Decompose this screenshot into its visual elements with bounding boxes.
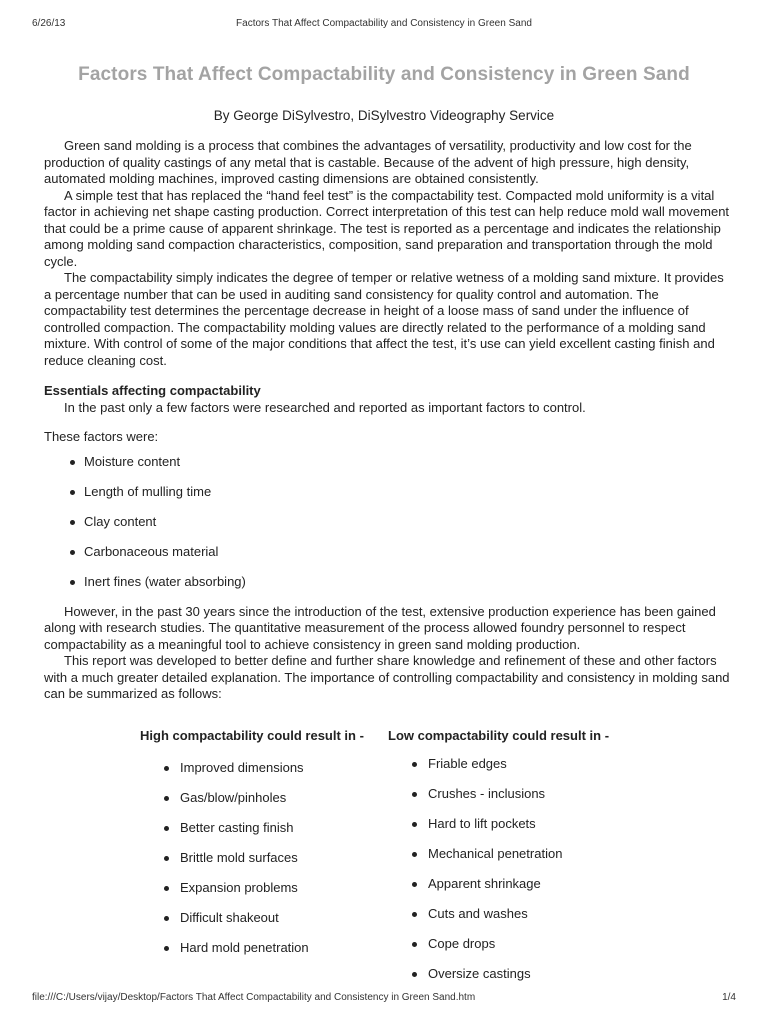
bullet-icon <box>164 916 169 921</box>
list-item: Hard to lift pockets <box>412 816 638 846</box>
bullet-icon <box>164 946 169 951</box>
bullet-icon <box>70 490 75 495</box>
document-title: Factors That Affect Compactability and Consistency in Green Sand <box>78 64 690 85</box>
list-item: Moisture content <box>70 454 734 484</box>
list-item: Better casting finish <box>164 820 380 850</box>
factors-intro: These factors were: <box>44 429 159 444</box>
bullet-icon <box>70 520 75 525</box>
bullet-icon <box>412 762 417 767</box>
list-item: Cuts and washes <box>412 906 638 936</box>
list-item: Crushes - inclusions <box>412 786 638 816</box>
print-footer <box>32 992 736 1006</box>
bullet-icon <box>412 882 417 887</box>
list-item: Carbonaceous material <box>70 544 734 574</box>
byline: By George DiSylvestro, DiSylvestro Videography Service <box>213 108 555 123</box>
page-number: 1/4 <box>722 992 736 1003</box>
bullet-icon <box>412 972 417 977</box>
list-item: Inert fines (water absorbing) <box>70 574 734 604</box>
bullet-icon <box>412 822 417 827</box>
document-body <box>44 138 734 703</box>
list-item: Length of mulling time <box>70 484 734 514</box>
closing-paragraph-1: However, in the past 30 years since the introduction of the test, extensive production experience has been gained along with research studies. The quantitative measurement of the process allowed foundry personnel to respect compactability as a meaningful tool to achieve consistency in green sand molding production. <box>44 603 716 652</box>
compactability-comparison <box>140 726 640 986</box>
factors-list <box>44 454 734 604</box>
bullet-icon <box>164 826 169 831</box>
bullet-icon <box>412 792 417 797</box>
list-item: Brittle mold surfaces <box>164 850 380 880</box>
list-item: Mechanical penetration <box>412 846 638 876</box>
print-header <box>32 18 736 32</box>
low-compactability-list <box>388 756 638 996</box>
list-item: Cope drops <box>412 936 638 966</box>
intro-paragraph-1: Green sand molding is a process that combines the advantages of versatility, productivity and low cost for the production of quality castings of any metal that is castable. Because of the advent of high pressure, high density, automated molding machines, improved casting dimensions are obtained consistently. <box>44 138 692 186</box>
intro-paragraph-3: The compactability simply indicates the degree of temper or relative wetness of a molding sand mixture. It provides a percentage number that can be used in auditing sand consistency for quality control and automation. The compactability test determines the percentage decrease in height of a loose mass of sand under the influence of controlled compaction. The compactability molding values are directly related to the performance of a molding sand mixture. With control of some of the major conditions that affect the test, it’s use can yield excellent casting finish and reduce cleaning cost. <box>44 270 724 368</box>
low-compactability-heading: Low compactability could result in - <box>388 728 610 743</box>
bullet-icon <box>412 852 417 857</box>
bullet-icon <box>70 460 75 465</box>
section-heading: Essentials affecting compactability <box>44 383 261 398</box>
high-compactability-list <box>140 760 380 970</box>
section-paragraph: In the past only a few factors were researched and reported as important factors to control. <box>64 399 586 415</box>
bullet-icon <box>164 796 169 801</box>
list-item: Difficult shakeout <box>164 910 380 940</box>
intro-paragraph-2: A simple test that has replaced the “hand feel test” is the compactability test. Compacted mold uniformity is a vital factor in achieving net shape casting production. Correct interpretation of this test can help reduce mold wall movement that could be a prime cause of apparent shrinkage. The test is reported as a percentage and indicates the relationship among molding sand compaction characteristics, composition, sand preparation and transportation through the mold cycle. <box>44 187 730 269</box>
bullet-icon <box>412 942 417 947</box>
print-url: file:///C:/Users/vijay/Desktop/Factors That Affect Compactability and Consistency in Green Sand.htm <box>32 992 476 1003</box>
bullet-icon <box>164 886 169 891</box>
list-item: Oversize castings <box>412 966 638 996</box>
bullet-icon <box>164 766 169 771</box>
list-item: Gas/blow/pinholes <box>164 790 380 820</box>
list-item: Clay content <box>70 514 734 544</box>
high-compactability-heading: High compactability could result in - <box>140 728 364 743</box>
list-item: Expansion problems <box>164 880 380 910</box>
closing-paragraph-2: This report was developed to better define and further share knowledge and refinement of these and other factors with a much greater detailed explanation. The importance of controlling compactability and consistency in molding sand can be summarized as follows: <box>44 653 730 701</box>
list-item: Apparent shrinkage <box>412 876 638 906</box>
list-item: Hard mold penetration <box>164 940 380 970</box>
print-date: 6/26/13 <box>32 18 66 29</box>
bullet-icon <box>164 856 169 861</box>
bullet-icon <box>412 912 417 917</box>
list-item: Improved dimensions <box>164 760 380 790</box>
print-page-title: Factors That Affect Compactability and Consistency in Green Sand <box>236 18 532 29</box>
list-item: Friable edges <box>412 756 638 786</box>
bullet-icon <box>70 580 75 585</box>
low-compactability-column <box>388 726 638 996</box>
bullet-icon <box>70 550 75 555</box>
high-compactability-column <box>140 726 380 970</box>
